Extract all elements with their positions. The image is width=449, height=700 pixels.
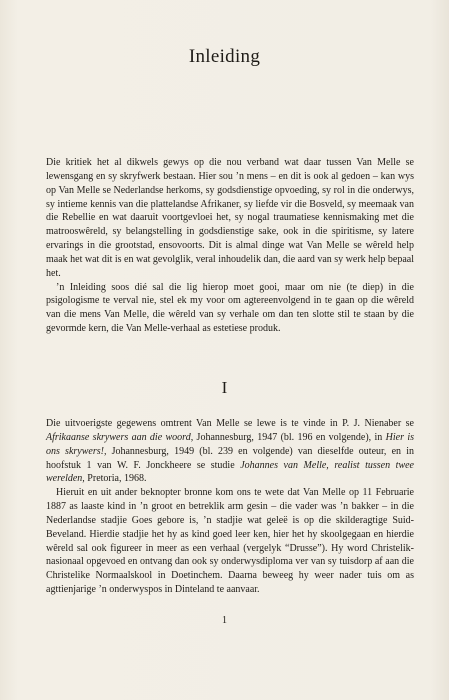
text-run: Johannesburg, 1947 (bl. 196 en volgende), in bbox=[193, 431, 386, 443]
chapter-heading: Inleiding bbox=[188, 46, 261, 67]
intro-paragraph-2: ’n Inleiding soos dié sal die lig hierop moet gooi, maar om nie (te diep) in die psigologisme te verval nie, stel ek my voor om agtereenvolgend in te gaan op die wêreld van die mens Van Melle, die wêreld van sy verhale om dan ten slotte stil te staan by die gevormde kern, die Van Melle-verhaal as estetiese produk. bbox=[46, 281, 414, 335]
book-title: Johannes van Melle, realist tussen twee werelden, bbox=[46, 459, 415, 485]
section-body bbox=[46, 417, 414, 597]
text-run: Pretoria, 1968. bbox=[84, 473, 147, 485]
page-number: 1 bbox=[222, 615, 227, 626]
intro-paragraph-1: Die kritiek het al dikwels gewys op die nou verband wat daar tussen Van Melle se lewensgang en sy skryfwerk bestaan. Hier sou ’n mens – en dit is ook al gedoen – kan wys op Van Melle se Nederlandse herkoms, sy godsdienstige opvoeding, sy rol in die onderwys, sy intieme kennis van die plattelandse Afrikaner, sy liefde vir die Bosveld, sy meemaak van die Rebellie en wat daaruit voortgevloei het, sy nogal traumatiese kennismaking met die matrooswêreld, sy belangstelling in godsdienstige sake, ook in die spiritisme, sy latere ervarings in die grootstad, ensovoorts. Dit is almal dinge wat Van Melle se wêreld help maak het wat dit is en wat gevolglik, veral inhoudelik dan, die aard van sy werk help bepaal het. bbox=[46, 157, 414, 279]
book-title: Hier is ons skrywers!, bbox=[46, 431, 414, 457]
intro-text bbox=[46, 156, 414, 336]
section-paragraph-1 bbox=[46, 417, 414, 486]
text-run: Die uitvoerigste gegewens omtrent Van Melle se lewe is te vinde in P. J. Nienaber se bbox=[46, 418, 414, 429]
section-paragraph-2: Hieruit en uit ander beknopter bronne kom ons te wete dat Van Melle op 11 Februarie 1887 as laaste kind in ’n groot en betreklik arm gesin – die vader was ’n bakker – in die Nederlandse stadjie Goes gebore is, ’n stadjie wat geleë is op die skilderagtige Suid-Beveland. Hierdie stadjie het hy as kind goed leer ken, hier het hy skoolgegaan en hierdie wêreld sal ook figureer in meer as een verhaal (vergelyk “Drusse”). Hy word Christelik-nasionaal opgevoed en ontvang dan ook sy onderwysdiploma ver van sy tuisdorp af aan die Christelike Normaalskool in Doetinchem. Daarna beweeg hy weer nader tuis om as agttienjarige ’n onderwyspos in Dinteland te aanvaar. bbox=[46, 487, 414, 596]
text-run: Johannesburg, 1949 (bl. 239 en volgende) van dieselfde outeur, en in hoofstuk 1 van W. F. Jonckheere se studie bbox=[46, 445, 414, 471]
book-title: Afrikaanse skrywers aan die woord, bbox=[46, 431, 194, 443]
section-number: I bbox=[221, 378, 228, 397]
